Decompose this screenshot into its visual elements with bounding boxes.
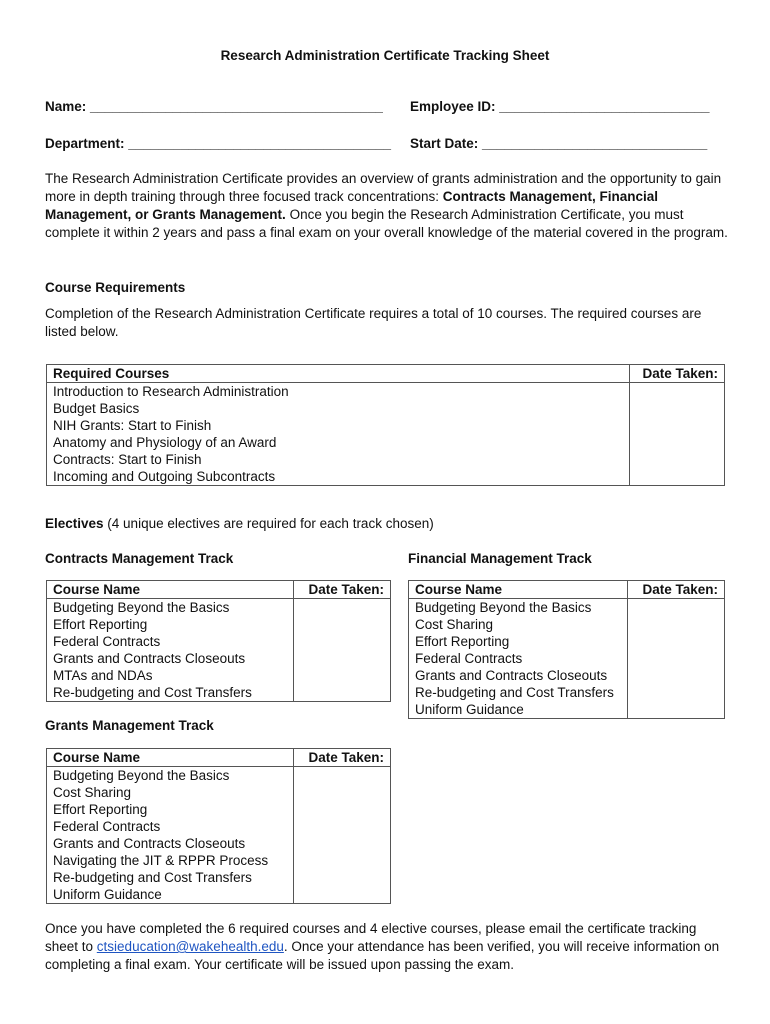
table-row [409,701,725,719]
intro-paragraph [45,170,729,242]
course-name-cell: Re-budgeting and Cost Transfers [47,869,294,886]
table-row [47,400,725,417]
table-row [409,667,725,684]
course-name-cell: Federal Contracts [47,818,294,835]
table-row [47,869,391,886]
table-row [47,383,725,401]
date-taken-cell[interactable] [294,684,391,702]
date-taken-cell[interactable] [630,468,725,486]
date-taken-cell[interactable] [630,383,725,401]
course-requirements-heading: Course Requirements [45,280,186,295]
table-row [47,835,391,852]
course-name-cell: Uniform Guidance [47,886,294,904]
table-row [47,852,391,869]
course-name-cell: Effort Reporting [47,616,294,633]
date-taken-cell[interactable] [294,801,391,818]
course-name-cell: Grants and Contracts Closeouts [47,835,294,852]
table-row [47,818,391,835]
course-name-cell: Contracts: Start to Finish [47,451,630,468]
date-taken-cell[interactable] [294,818,391,835]
table-row [47,633,391,650]
closing-text-1: Once you have completed the 6 required courses and 4 elective courses, please email the certificate tracking sheet to [45,921,697,954]
table-row [47,767,391,785]
department-field[interactable]: Department: ___________________________________ [45,136,392,151]
date-taken-header: Date Taken: [294,749,391,767]
table-row [47,434,725,451]
contracts-track-rows [47,599,391,702]
date-taken-cell[interactable] [630,417,725,434]
requirements-text: Completion of the Research Administration Certificate requires a total of 10 courses. The required courses are listed below. [45,306,702,339]
table-row [47,417,725,434]
date-taken-cell[interactable] [628,616,725,633]
start-date-field[interactable]: Start Date: ______________________________ [410,136,708,151]
table-row [47,451,725,468]
date-taken-cell[interactable] [294,886,391,904]
grants-track-table [46,748,391,904]
course-name-cell: Navigating the JIT & RPPR Process [47,852,294,869]
date-taken-cell[interactable] [630,451,725,468]
course-name-cell: Re-budgeting and Cost Transfers [47,684,294,702]
grants-track-rows [47,767,391,904]
date-taken-cell[interactable] [294,599,391,617]
electives-note: (4 unique electives are required for each track chosen) [103,516,434,531]
date-taken-cell[interactable] [628,701,725,719]
table-row [409,633,725,650]
date-taken-cell[interactable] [630,434,725,451]
course-name-cell: Budget Basics [47,400,630,417]
date-taken-cell[interactable] [294,616,391,633]
course-name-cell: Budgeting Beyond the Basics [47,599,294,617]
course-name-cell: Anatomy and Physiology of an Award [47,434,630,451]
table-row [47,684,391,702]
table-row [47,801,391,818]
date-taken-cell[interactable] [630,400,725,417]
table-row [47,667,391,684]
course-name-cell: Effort Reporting [409,633,628,650]
course-name-header: Course Name [409,581,628,599]
course-name-cell: Re-budgeting and Cost Transfers [409,684,628,701]
course-name-cell: Grants and Contracts Closeouts [409,667,628,684]
date-taken-cell[interactable] [628,684,725,701]
course-name-cell: Budgeting Beyond the Basics [47,767,294,785]
required-courses-rows [47,383,725,486]
name-field[interactable]: Name: _______________________________________ [45,99,383,114]
date-taken-cell[interactable] [628,650,725,667]
intro-text-1: The Research Administration Certificate provides an overview of grants administration and the opportunity to gain more in depth training through three focused track concentrations: [45,171,722,204]
table-row [47,886,391,904]
course-name-cell: Uniform Guidance [409,701,628,719]
course-name-cell: Effort Reporting [47,801,294,818]
closing-paragraph [45,920,729,974]
course-name-cell: Grants and Contracts Closeouts [47,650,294,667]
date-taken-cell[interactable] [294,835,391,852]
table-row [47,650,391,667]
contracts-track-heading: Contracts Management Track [45,551,234,566]
financial-track-heading: Financial Management Track [408,551,592,566]
email-link[interactable]: ctsieducation@wakehealth.edu [96,939,284,954]
date-taken-cell[interactable] [294,784,391,801]
course-name-cell: NIH Grants: Start to Finish [47,417,630,434]
course-name-cell: Cost Sharing [409,616,628,633]
electives-heading [45,516,434,531]
required-courses-header: Required Courses [47,365,630,383]
course-name-cell: Incoming and Outgoing Subcontracts [47,468,630,486]
date-taken-cell[interactable] [294,767,391,785]
course-name-cell: Introduction to Research Administration [47,383,630,401]
date-taken-header: Date Taken: [630,365,725,383]
table-row [409,599,725,617]
contracts-track-table [46,580,391,702]
table-row [47,616,391,633]
date-taken-cell[interactable] [294,869,391,886]
course-name-header: Course Name [47,749,294,767]
table-row [409,650,725,667]
employee-id-field[interactable]: Employee ID: ____________________________ [410,99,710,114]
financial-track-table [408,580,725,719]
date-taken-cell[interactable] [294,633,391,650]
table-row [409,684,725,701]
date-taken-cell[interactable] [294,852,391,869]
date-taken-cell[interactable] [294,650,391,667]
closing-text-2: . Once your attendance has been verified, you will receive information on completing a final exam. Your certificate will be issued upon passing the exam. [45,939,720,972]
grants-track-heading: Grants Management Track [45,718,214,733]
date-taken-cell[interactable] [294,667,391,684]
table-row [409,616,725,633]
date-taken-header: Date Taken: [294,581,391,599]
intro-text-2: Once you begin the Research Administration Certificate, you must complete it within 2 years and pass a final exam on your overall knowledge of the material covered in the program. [45,207,728,240]
date-taken-cell[interactable] [628,633,725,650]
course-name-cell: Federal Contracts [409,650,628,667]
date-taken-header: Date Taken: [628,581,725,599]
course-name-header: Course Name [47,581,294,599]
table-row [47,599,391,617]
date-taken-cell[interactable] [628,599,725,617]
intro-tracks-bold: Contracts Management, Financial Management, or Grants Management. [45,189,659,222]
required-courses-table [46,364,725,486]
table-row [47,468,725,486]
page-title: Research Administration Certificate Tracking Sheet [220,48,550,63]
table-row [47,784,391,801]
date-taken-cell[interactable] [628,667,725,684]
course-name-cell: Cost Sharing [47,784,294,801]
course-name-cell: MTAs and NDAs [47,667,294,684]
electives-label: Electives [45,516,104,531]
course-name-cell: Budgeting Beyond the Basics [409,599,628,617]
course-name-cell: Federal Contracts [47,633,294,650]
financial-track-rows [409,599,725,719]
